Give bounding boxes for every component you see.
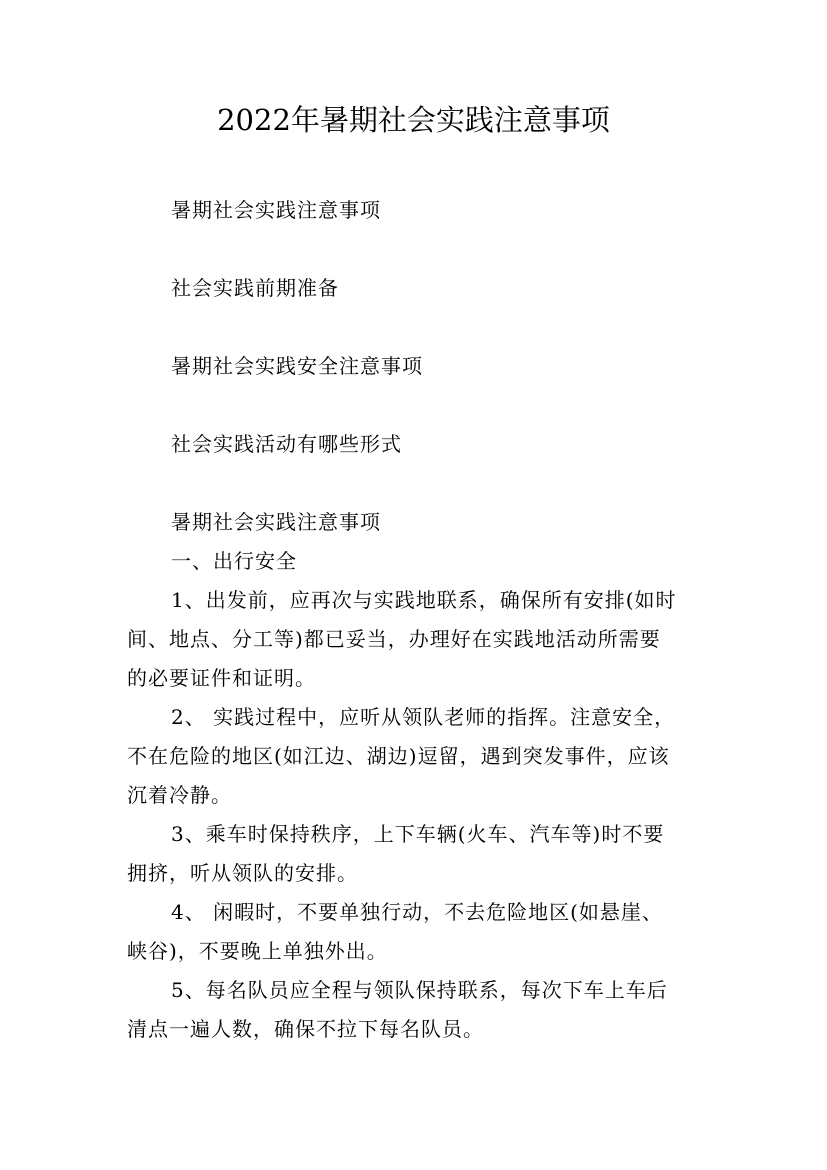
- toc-item: 暑期社会实践注意事项: [171, 198, 381, 222]
- paragraph-line: 间、地点、分工等)都已妥当，办理好在实践地活动所需要: [127, 627, 661, 651]
- paragraph-line: 拥挤，听从领队的安排。: [127, 861, 358, 885]
- toc-item: 社会实践活动有哪些形式: [171, 432, 402, 456]
- paragraph-line: 4、 闲暇时，不要单独行动，不去危险地区(如悬崖、: [171, 900, 663, 924]
- document-title: 2022年暑期社会实践注意事项: [217, 103, 610, 137]
- section-heading: 暑期社会实践注意事项: [171, 510, 381, 534]
- paragraph-line: 2、 实践过程中，应听从领队老师的指挥。注意安全，: [171, 705, 676, 729]
- paragraph-line: 5、每名队员应全程与领队保持联系，每次下车上车后: [171, 978, 668, 1002]
- toc-item: 社会实践前期准备: [171, 276, 339, 300]
- paragraph-line: 不在危险的地区(如江边、湖边)逗留，遇到突发事件，应该: [127, 744, 670, 768]
- paragraph-line: 峡谷)，不要晚上单独外出。: [127, 939, 388, 963]
- subsection-heading: 一、出行安全: [171, 549, 297, 573]
- paragraph-line: 的必要证件和证明。: [127, 666, 316, 690]
- paragraph-line: 清点一遍人数，确保不拉下每名队员。: [127, 1017, 484, 1041]
- paragraph-line: 3、乘车时保持秩序，上下车辆(火车、汽车等)时不要: [171, 822, 665, 846]
- paragraph-line: 沉着冷静。: [127, 783, 232, 807]
- toc-item: 暑期社会实践安全注意事项: [171, 354, 423, 378]
- paragraph-line: 1、出发前，应再次与实践地联系，确保所有安排(如时: [171, 588, 677, 612]
